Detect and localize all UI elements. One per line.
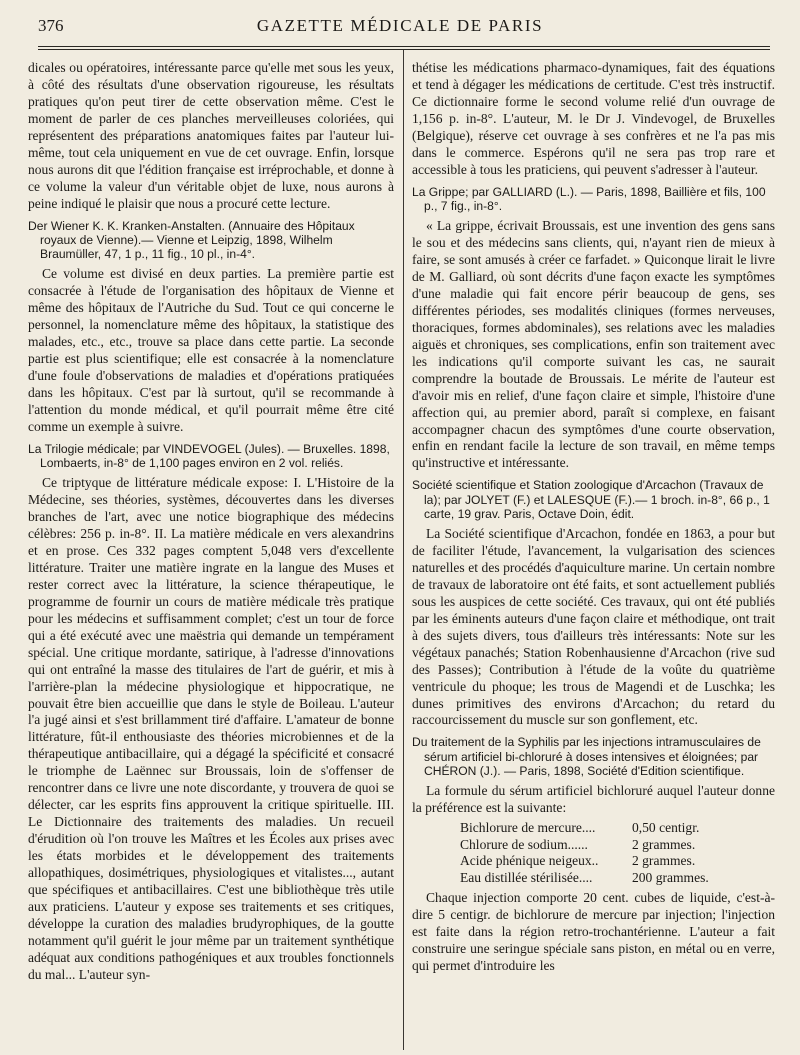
formula-ingredient: Chlorure de sodium...... — [460, 836, 588, 852]
formula-row — [460, 870, 775, 887]
right-paragraph-2: « La grippe, écrivait Broussais, est une invention des gens sans le sou et des médecins sans clients, qui, n'ayant rien de mieux à faire, se sont amusés à créer ce farfadet. » Quiconque lirait le livre de M. Galliard, où sont décrits d'une façon exacte les symptômes d'une maladie qui fait encore périr beaucoup de gens, ses différentes périodes, ses modalités cliniques (formes nerveuses, thoraciques, formes abdominales), ses relations avec les maladies aiguës et chroniques, ses complications, enfin son traitement avec les indications qu'il comporte suivant les cas, ne saurait comprendre la boutade de Broussais. Le mérite de l'auteur est d'avoir mis en relief, d'une façon claire et simple, l'histoire d'une affection qui, au premier abord, paraît si complexe, en faisant accompagner chacun des symptômes d'une courte observation, enfin en rendant facile la lecture de son travail, en même temps qu'instructive et intéressante. — [412, 218, 775, 471]
right-column — [412, 60, 775, 975]
left-paragraph-3: Ce triptyque de littérature médicale expose: I. L'Histoire de la Médecine, ses théories, systèmes, découvertes dans les diverses branches de l'art, avec une notice biographique des médecins célèbres: 256 p. in-8°. II. La matière médicale en vers alexandrins et en prose. Ces 332 pages comptent 5,048 vers d'excellente littérature. Traiter une matière ingrate en la langue des Muses et rester correct avec la littérature, la science thérapeutique, le programme de fournir un cours de matière médicale très pratique pour les médecins et suffisamment complet; c'est un tour de force qui a été exécuté avec une maëstria qui demande un tempérament spécial. Une critique mordante, satirique, à l'adresse d'innovations qui ont entraîné la masse des titulaires de l'art de guérir, et mis à l'arrière-plan la médecine physiologique et hippocratique, ne pouvait être bien accueillie que dans le style de Boileau. L'auteur l'a jugé ainsi et s'est brillamment tiré d'affaire. L'amateur de bonne littérature, fût-il enthousiaste des théories microbiennes et de la thérapeutique antibacillaire, qui a dégagé la spécificité et consacré le triomphe de Laënnec sur Broussais, loin de s'offenser de rencontrer dans ce livre une note discordante, y trouvera de quoi se délecter, car les esprits fins approuvent la critique spirituelle. III. Le Dictionnaire des traitements des maladies. Un recueil d'érudition où l'on trouve les Maîtres et les Écoles aux prises avec les états morbides et le développement des traitements allopathiques, dosimétriques, physiologiques et vitalistes..., autant que spécifiques et antibacillaires. C'est une bibliothèque très utile aux praticiens. L'auteur y expose ses traitements et ses critiques, développe la curation des maladies brudyrophiques, de la goutte notamment qu'il guérit le jour même par un traitement synthétique adéquat aux conditions pathogéniques et aux troubles fonctionnels du mal... L'auteur syn- — [28, 475, 394, 982]
formula-quantity: 2 grammes. — [632, 836, 696, 852]
review-reference-trilogie-medicale: La Trilogie médicale; par VINDEVOGEL (Jules). — Bruxelles. 1898, Lombaerts, in-8° de 1,100 pages environ en 2 vol. reliés. — [28, 441, 390, 470]
formula-row — [460, 853, 775, 870]
review-reference-arcachon: Société scientifique et Station zoologique d'Arcachon (Travaux de la); par JOLYET (F.) et LALESQUE (F.).— 1 broch. in-8°, 66 p., 1 carte, 19 grav. Paris, Octave Doin, édit. — [412, 478, 770, 521]
formula-quantity: 2 grammes. — [632, 853, 696, 869]
review-reference-syphilis: Du traitement de la Syphilis par les injections intramusculaires de sérum artificiel bi-chloruré à doses intensives et éloignées; par CHÉRON (J.). — Paris, 1898, Société d'Edition scientifique. — [412, 735, 761, 778]
left-column — [28, 60, 394, 984]
formula-ingredient: Bichlorure de mercure.... — [460, 819, 596, 835]
page-header — [0, 6, 800, 46]
right-paragraph-3: La Société scientifique d'Arcachon, fondée en 1863, a pour but de faciliter l'étude, l'avancement, la vulgarisation des sciences naturelles et des procédés d'aquiculture marine. Un certain nombre de travaux de laboratoire ont été faits, et sont actuellement publiés sous les auspices de cette société. Ces travaux, qui ont été publiés par les éminents auteurs d'une façon claire et méthodique, ont trait à des sujets divers, tous d'ailleurs très intéressants: Note sur les végétaux panachés; Station Robenhausienne d'Arcachon (rive sud des Passes); Contribution à l'étude de la voûte du quatrième ventricule du phoque; les trous de Magendi et de Luschka; les dunes primitives des environs d'Arcachon; du retard du raccourcissement du muscle sur son gonflement, etc. — [412, 525, 775, 728]
serum-formula — [460, 820, 775, 886]
page-number: 376 — [38, 16, 64, 35]
right-paragraph-4: La formule du sérum artificiel bichloruré auquel l'auteur donne la préférence est la suivante: — [412, 783, 775, 815]
formula-row — [460, 820, 775, 837]
formula-ingredient: Eau distillée stérilisée.... — [460, 869, 593, 885]
right-paragraph-1: thétise les médications pharmaco-dynamiques, fait des équations et tend à dégager les médications de certitude. C'est très instructif. Ce dictionnaire forme le second volume relié d'un ouvrage de 1,156 p. in-8°. L'auteur, M. le Dr J. Vindevogel, de Bruxelles (Belgique), réserve cet ouvrage à ses confrères et ne l'a pas mis dans le commerce. Espérons qu'il ne sera pas trop rare et accessible à tous les praticiens, qui peuvent s'adresser à l'auteur. — [412, 60, 775, 177]
running-title: GAZETTE MÉDICALE DE PARIS — [256, 16, 544, 35]
review-reference-wiener-anstalten: Der Wiener K. K. Kranken-Anstalten. (Annuaire des Hôpitaux royaux de Vienne).— Vienne et Leipzig, 1898, Wilhelm Braumüller, 47, 1 p., 11 fig., 10 pl., in-4°. — [28, 218, 355, 261]
right-paragraph-5: Chaque injection comporte 20 cent. cubes de liquide, c'est-à-dire 5 centigr. de bichlorure de mercure par injection; l'injection est faite dans la région retro-trochantérienne. L'auteur a fait construire une seringue spéciale sans piston, en métal ou en verre, qui permet d'introduire les — [412, 890, 775, 974]
header-rule-secondary — [38, 49, 770, 50]
formula-row — [460, 837, 775, 854]
review-reference-la-grippe: La Grippe; par GALLIARD (L.). — Paris, 1898, Baillière et fils, 100 p., 7 fig., in-8°. — [412, 184, 766, 213]
column-divider — [403, 50, 404, 1050]
formula-quantity: 200 grammes. — [632, 869, 709, 885]
formula-quantity: 0,50 centigr. — [632, 819, 700, 835]
header-rule — [38, 46, 770, 47]
left-paragraph-1: dicales ou opératoires, intéressante parce qu'elle met sous les yeux, à côté des résultats d'une observation rigoureuse, les résultats pratiques qu'on peut tirer de cette observation même. C'est le moment de parler de ces planches merveilleuses coloriées, qui représentent des préparations anatomiques faites par l'auteur lui-même, tout cela uniquement en vue de cet ouvrage. Enfin, lorsque nous aurons dit que l'édition française est irréprochable, et donne à ce volume la valeur d'un véritable objet de luxe, nous aurons à peine indiqué le plaisir que nous a procuré cette lecture. — [28, 60, 394, 211]
formula-ingredient: Acide phénique neigeux.. — [460, 853, 599, 869]
left-paragraph-2: Ce volume est divisé en deux parties. La première partie est consacrée à l'étude de l'organisation des hôpitaux de Vienne et même des hôpitaux de l'Autriche du Sud. Tout ce qui concerne le personnel, la nomenclature même des hôpitaux, la statistique des malades, etc., etc., trouve sa place dans cette partie. La seconde partie est plus scientifique; elle est consacrée à la nomenclature d'une foule d'observations de maladies et d'opérations pratiquées dans les hôpitaux. C'est par là surtout, qu'il se recommande à l'attention du monde médical, et qu'il pourrait même être cité comme un exemple à suivre. — [28, 266, 394, 434]
